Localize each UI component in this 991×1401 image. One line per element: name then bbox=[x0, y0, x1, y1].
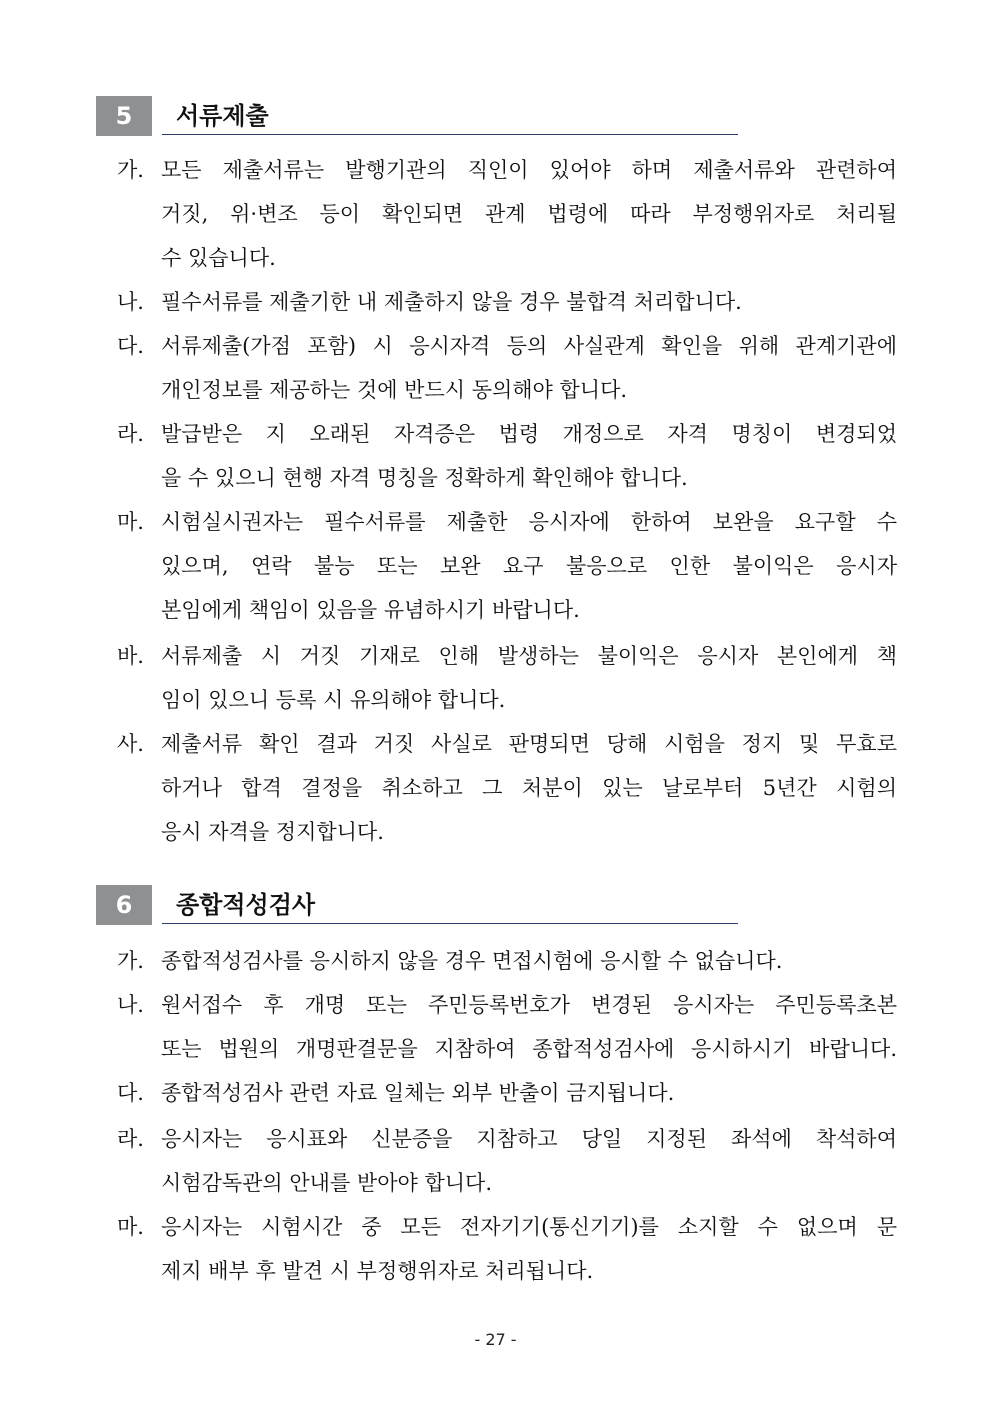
item-line: 제지 배부 후 발견 시 부정행위자로 처리됩니다. bbox=[161, 1259, 594, 1283]
item-marker: 다. bbox=[117, 334, 144, 358]
list-item bbox=[117, 324, 897, 412]
item-marker: 가. bbox=[117, 158, 144, 182]
item-line: 발급받은 지 오래된 자격증은 법령 개정으로 자격 명칭이 변경되었 bbox=[161, 422, 897, 446]
item-line: 서류제출(가점 포함) 시 응시자격 등의 사실관계 확인을 위해 관계기관에 bbox=[161, 334, 897, 358]
list-item bbox=[117, 1117, 897, 1205]
item-marker: 사. bbox=[117, 732, 144, 756]
item-marker: 가. bbox=[117, 949, 144, 973]
item-line: 필수서류를 제출기한 내 제출하지 않을 경우 불합격 처리합니다. bbox=[161, 290, 742, 314]
page-number: - 27 - bbox=[474, 1330, 517, 1349]
section-underline bbox=[162, 134, 738, 135]
list-item bbox=[117, 939, 897, 983]
item-line: 개인정보를 제공하는 것에 반드시 동의해야 합니다. bbox=[161, 378, 628, 402]
item-line: 모든 제출서류는 발행기관의 직인이 있어야 하며 제출서류와 관련하여 bbox=[161, 158, 897, 182]
item-marker: 나. bbox=[117, 290, 144, 314]
item-marker: 라. bbox=[117, 422, 144, 446]
item-line: 본임에게 책임이 있음을 유념하시기 바랍니다. bbox=[161, 598, 580, 622]
item-marker: 라. bbox=[117, 1127, 144, 1151]
list-item bbox=[117, 1071, 897, 1115]
item-marker: 나. bbox=[117, 993, 144, 1017]
item-line: 종합적성검사 관련 자료 일체는 외부 반출이 금지됩니다. bbox=[161, 1081, 675, 1105]
list-item bbox=[117, 412, 897, 500]
section-header bbox=[96, 96, 738, 136]
list-item bbox=[117, 983, 897, 1071]
section-number-badge: 6 bbox=[96, 885, 152, 925]
item-line: 시험감독관의 안내를 받아야 합니다. bbox=[161, 1171, 492, 1195]
item-line: 제출서류 확인 결과 거짓 사실로 판명되면 당해 시험을 정지 및 무효로 bbox=[161, 732, 897, 756]
item-marker: 마. bbox=[117, 1215, 144, 1239]
item-marker: 바. bbox=[117, 644, 144, 668]
section-title: 서류제출 bbox=[176, 102, 269, 130]
item-line: 응시 자격을 정지합니다. bbox=[161, 820, 384, 844]
item-line: 하거나 합격 결정을 취소하고 그 처분이 있는 날로부터 5년간 시험의 bbox=[161, 776, 897, 800]
item-line: 시험실시권자는 필수서류를 제출한 응시자에 한하여 보완을 요구할 수 bbox=[161, 510, 897, 534]
list-item bbox=[117, 634, 897, 722]
item-line: 또는 법원의 개명판결문을 지참하여 종합적성검사에 응시하시기 바랍니다. bbox=[161, 1037, 897, 1061]
item-line: 응시자는 시험시간 중 모든 전자기기(통신기기)를 소지할 수 없으며 문 bbox=[161, 1215, 897, 1239]
section-title: 종합적성검사 bbox=[176, 891, 316, 919]
item-line: 응시자는 응시표와 신분증을 지참하고 당일 지정된 좌석에 착석하여 bbox=[161, 1127, 897, 1151]
item-line: 수 있습니다. bbox=[161, 246, 276, 270]
item-line: 있으며, 연락 불능 또는 보완 요구 불응으로 인한 불이익은 응시자 bbox=[161, 554, 897, 578]
item-line: 을 수 있으니 현행 자격 명칭을 정확하게 확인해야 합니다. bbox=[161, 466, 688, 490]
list-item bbox=[117, 500, 897, 632]
item-marker: 다. bbox=[117, 1081, 144, 1105]
section-header bbox=[96, 885, 738, 925]
list-item bbox=[117, 148, 897, 280]
list-item bbox=[117, 1205, 897, 1293]
item-marker: 마. bbox=[117, 510, 144, 534]
item-line: 거짓, 위·변조 등이 확인되면 관계 법령에 따라 부정행위자로 처리될 bbox=[161, 202, 897, 226]
section-underline bbox=[162, 923, 738, 924]
item-line: 임이 있으니 등록 시 유의해야 합니다. bbox=[161, 688, 506, 712]
list-item bbox=[117, 280, 897, 324]
list-item bbox=[117, 722, 897, 854]
item-line: 원서접수 후 개명 또는 주민등록번호가 변경된 응시자는 주민등록초본 bbox=[161, 993, 897, 1017]
item-line: 종합적성검사를 응시하지 않을 경우 면접시험에 응시할 수 없습니다. bbox=[161, 949, 783, 973]
section-number-badge: 5 bbox=[96, 96, 152, 136]
item-line: 서류제출 시 거짓 기재로 인해 발생하는 불이익은 응시자 본인에게 책 bbox=[161, 644, 897, 668]
